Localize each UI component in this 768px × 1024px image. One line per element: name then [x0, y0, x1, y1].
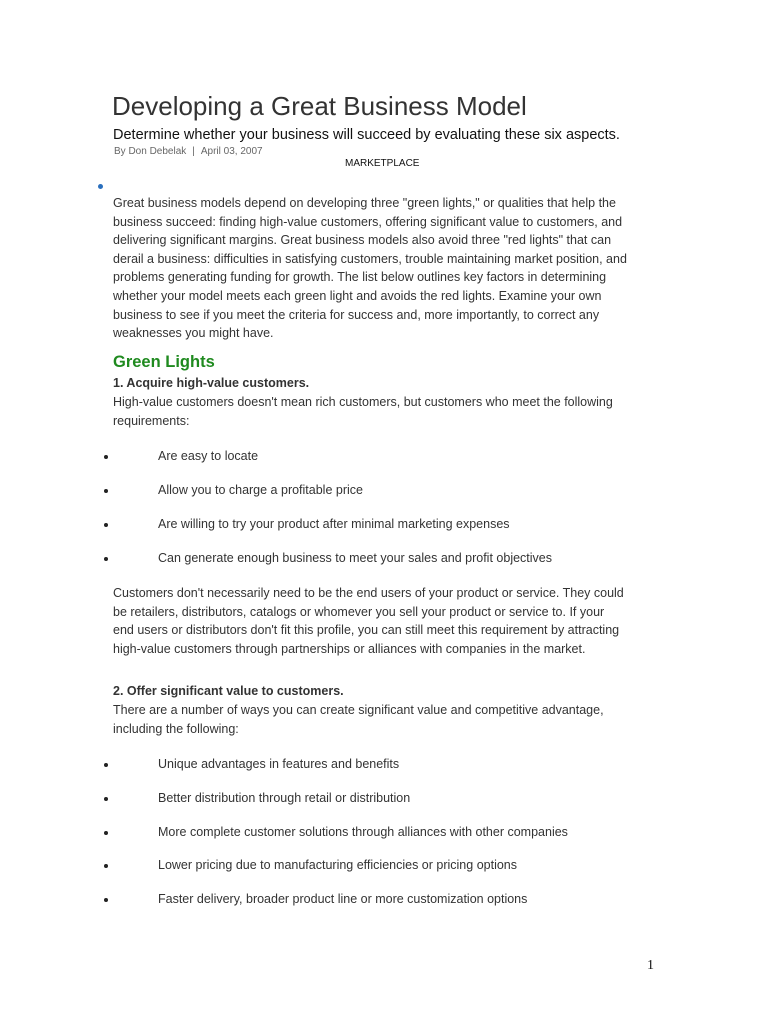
bullet-dot-icon — [104, 831, 108, 835]
list-item: Allow you to charge a profitable price — [104, 483, 664, 501]
green-lights-heading: Green Lights — [113, 353, 215, 371]
paragraph-line: delivering significant margins. Great business models also avoid three "red lights" that can — [113, 233, 612, 248]
list-item: Lower pricing due to manufacturing efficiencies or pricing options — [104, 858, 664, 876]
article-title: Developing a Great Business Model — [112, 91, 527, 121]
paragraph-line: including the following: — [113, 721, 239, 736]
paragraph-line: Customers don't necessarily need to be the end users of your product or service. They could — [113, 586, 624, 600]
bullet-dot-icon — [104, 797, 108, 801]
author-link[interactable]: By Don Debelak — [114, 146, 187, 157]
paragraph-line: There are a number of ways you can create significant value and competitive advantage, — [113, 703, 604, 717]
point-1-intro — [113, 393, 643, 430]
paragraph-line: requirements: — [113, 413, 190, 428]
list-item: Are easy to locate — [104, 449, 664, 467]
bullet-dot-icon — [104, 864, 108, 868]
byline — [114, 146, 263, 157]
section-label[interactable]: MARKETPLACE — [345, 158, 420, 169]
bullet-dot-icon — [104, 523, 108, 527]
list-item: Are willing to try your product after minimal marketing expenses — [104, 517, 664, 535]
list-item: Unique advantages in features and benefits — [104, 757, 664, 775]
paragraph-line: business to see if you meet the criteria for success and, more importantly, to correct any — [113, 307, 600, 322]
paragraph-line: be retailers, distributors, catalogs or whomever you sell your product or service to. If your — [113, 604, 605, 619]
intro-paragraph — [113, 194, 643, 343]
paragraph-line: Great business models depend on developing three "green lights," or qualities that help the — [113, 196, 616, 210]
paragraph-line: weaknesses you might have. — [113, 326, 274, 341]
publish-date: April 03, 2007 — [200, 146, 263, 157]
point-1-followup — [113, 584, 643, 658]
bullet-dot-icon — [104, 455, 108, 459]
bullet-dot-icon — [104, 489, 108, 493]
paragraph-line: end users or distributors don't fit this profile, you can still meet this requirement by attracting — [113, 623, 620, 638]
bullet-dot-icon — [104, 763, 108, 767]
list-item: Faster delivery, broader product line or more customization options — [104, 892, 664, 910]
blue-bullet-icon — [98, 184, 103, 189]
paragraph-line: whether your model meets each green light and avoids the red lights. Examine your own — [113, 288, 602, 303]
point-2-heading: 2. Offer significant value to customers. — [113, 684, 344, 698]
point-1-heading: 1. Acquire high-value customers. — [113, 376, 310, 390]
point-2-intro — [113, 701, 643, 738]
paragraph-line: High-value customers doesn't mean rich customers, but customers who meet the following — [113, 395, 613, 409]
bullet-dot-icon — [104, 898, 108, 902]
paragraph-line: high-value customers through partnerships or alliances with companies in the market. — [113, 641, 586, 656]
page-number: 1 — [647, 958, 654, 973]
paragraph-line: derail a business: difficulties in satisfying customers, trouble maintaining market position, and — [113, 251, 627, 266]
list-item: Can generate enough business to meet your sales and profit objectives — [104, 551, 664, 569]
bullet-dot-icon — [104, 557, 108, 561]
paragraph-line: problems generating funding for growth. The list below outlines key factors in determining — [113, 270, 607, 285]
list-item: More complete customer solutions through alliances with other companies — [104, 825, 664, 843]
list-item: Better distribution through retail or distribution — [104, 791, 664, 809]
byline-separator: | — [192, 146, 195, 157]
article-subtitle: Determine whether your business will succeed by evaluating these six aspects. — [113, 127, 620, 143]
paragraph-line: business succeed: finding high-value customers, offering significant value to customers, and — [113, 214, 623, 229]
